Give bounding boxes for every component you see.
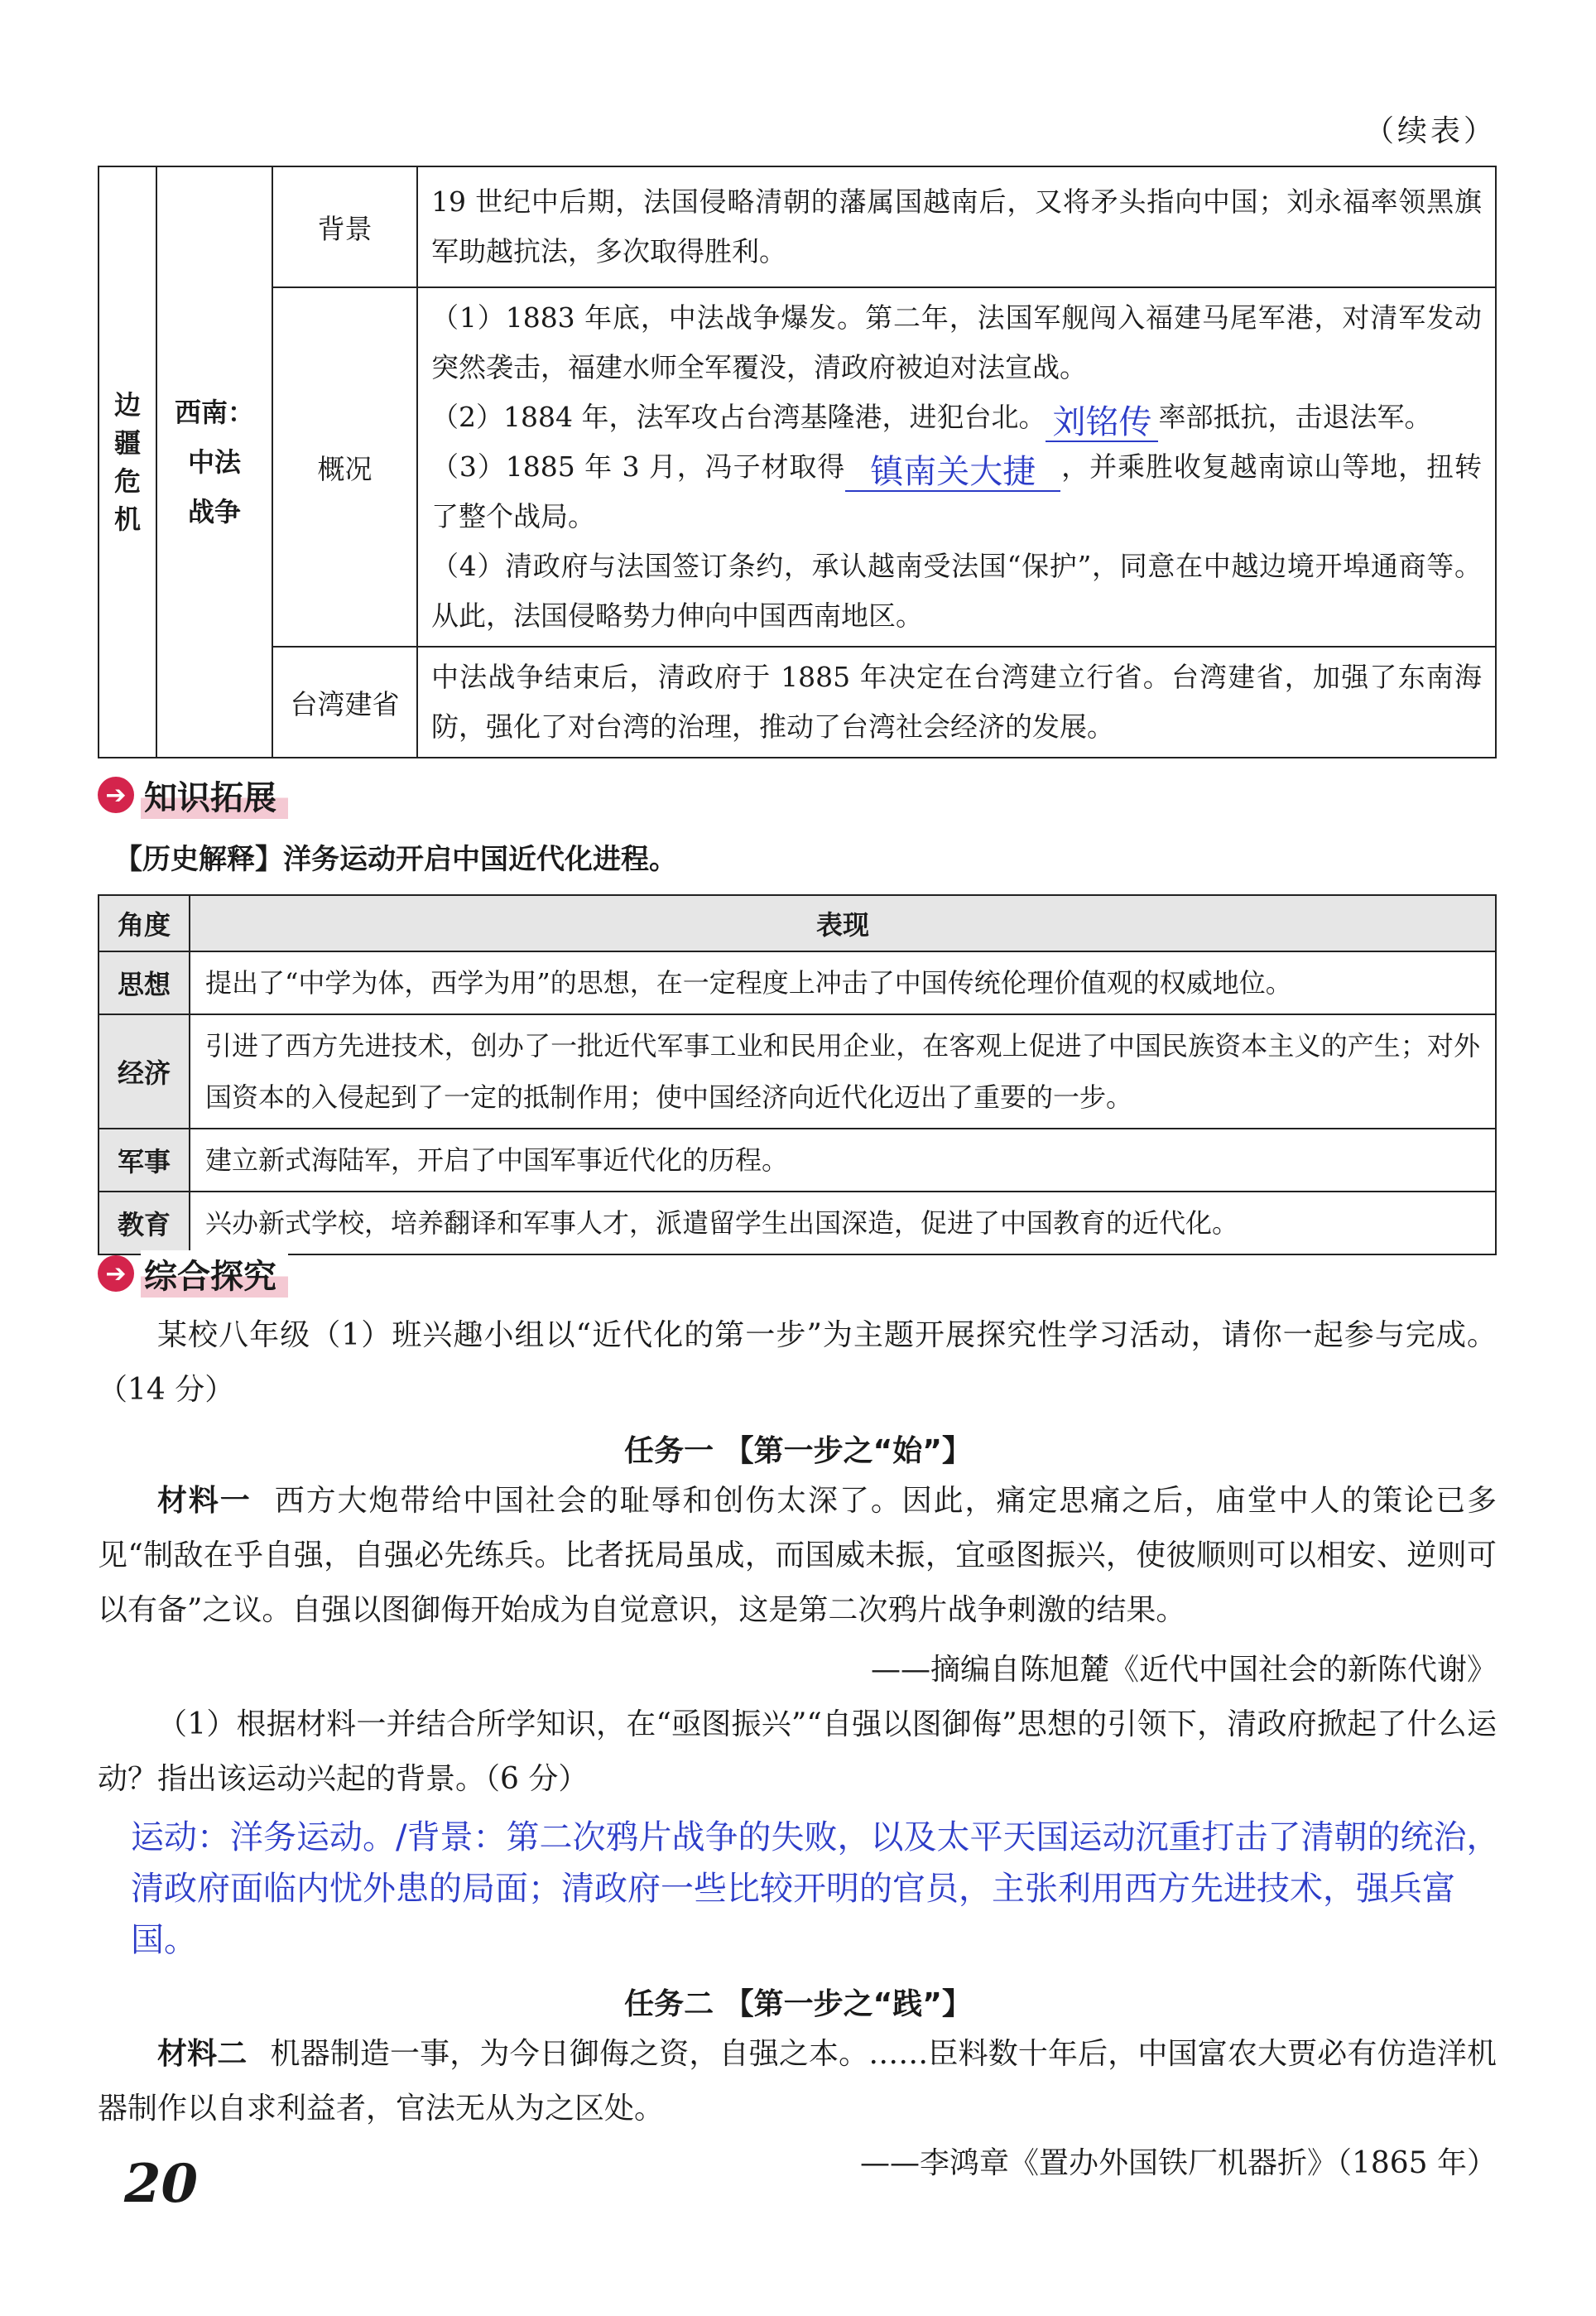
material-one	[98, 1474, 1497, 1638]
task-one-title: 任务一 【第一步之“始”】	[624, 1434, 972, 1468]
arrow-circle-icon: ➔	[98, 1255, 134, 1292]
row-key: 教育	[99, 1192, 190, 1254]
overview-point-4: （4）清政府与法国签订条约，承认越南受法国“保护”，同意在中越边境开埠通商等。从此，法国侵略势力伸向中国西南地区。	[431, 550, 1482, 632]
material-two-source: ——李鸿章《置办外国铁厂机器折》（1865 年）	[859, 2146, 1497, 2180]
background-label: 背景	[272, 166, 417, 287]
row-value: 兴办新式学校，培养翻译和军事人才，派遣留学生出国深造，促进了中国教育的近代化。	[190, 1192, 1496, 1254]
sino-french-war-cell	[156, 166, 272, 758]
row-key: 军事	[99, 1129, 190, 1192]
inquiry-intro: 某校八年级（1）班兴趣小组以“近代化的第一步”为主题开展探究性学习活动，请你一起参与完成。（14 分）	[98, 1318, 1497, 1407]
handwritten-answer-liu-mingchuan: 刘铭传	[1046, 404, 1158, 442]
frontier-crisis-table	[98, 166, 1497, 758]
section-title: 综合探究	[141, 1250, 288, 1298]
row-value: 建立新式海陆军，开启了中国军事近代化的历程。	[190, 1129, 1496, 1192]
material-one-label: 材料一	[157, 1484, 252, 1518]
arrow-circle-icon: ➔	[98, 777, 134, 813]
sino-french-label-1: 西南：	[174, 397, 254, 428]
historical-explanation: 【历史解释】洋务运动开启中国近代化进程。	[114, 843, 677, 876]
taiwan-province-label: 台湾建省	[272, 647, 417, 758]
material-one-source: ——摘编自陈旭麓《近代中国社会的新陈代谢》	[870, 1653, 1497, 1687]
section-title: 知识拓展	[141, 772, 288, 819]
header-angle: 角度	[99, 895, 190, 951]
overview-point-1: （1）1883 年底，中法战争爆发。第二年，法国军舰闯入福建马尾军港，对清军发动突然袭击，福建水师全军覆没，清政府被迫对法宣战。	[431, 301, 1482, 383]
material-two-label: 材料二	[157, 2037, 248, 2071]
overview-point-2: （2）1884 年，法军攻占台湾基隆港，进犯台北。 刘铭传 率部抵抗，击退法军。	[431, 401, 1432, 441]
question-one: （1）根据材料一并结合所学知识，在“亟图振兴”“自强以图御侮”思想的引领下，清政府掀起了什么运动？指出该运动兴起的背景。（6 分）	[98, 1707, 1497, 1796]
sino-french-label-2: 中法	[187, 446, 241, 478]
material-two-text: 机器制造一事，为今日御侮之资，自强之本。……臣料数十年后，中国富农大贾必有仿造洋机器制作以自求利益者，官法无从为之区处。	[98, 2037, 1497, 2126]
material-one-text: 西方大炮带给中国社会的耻辱和创伤太深了。因此，痛定思痛之后，庙堂中人的策论已多见“制敌在乎自强，自强必先练兵。比者抚局虽成，而国威未振，宜亟图振兴，使彼顺则可以相安、逆则可以有备”之议。自强以图御侮开始成为自觉意识，这是第二次鸦片战争刺激的结果。	[98, 1484, 1497, 1627]
westernization-table	[98, 894, 1497, 1255]
handwritten-answer-one: 运动：洋务运动。/背景：第二次鸦片战争的失败，以及太平天国运动沉重打击了清朝的统治，清政府面临内忧外患的局面；清政府一些比较开明的官员，主张利用西方先进技术，强兵富国。	[131, 1818, 1500, 1959]
page-number: 20	[124, 2153, 199, 2215]
overview-label: 概况	[272, 287, 417, 647]
row-key: 思想	[99, 951, 190, 1014]
frontier-crisis-cell	[99, 166, 156, 758]
row-value: 引进了西方先进技术，创办了一批近代军事工业和民用企业，在客观上促进了中国民族资本主义的产生；对外国资本的入侵起到了一定的抵制作用；使中国经济向近代化迈出了重要的一步。	[190, 1014, 1496, 1129]
row-value: 提出了“中学为体，西学为用”的思想，在一定程度上冲击了中国传统伦理价值观的权威地位。	[190, 951, 1496, 1014]
section-comprehensive-inquiry	[98, 1252, 288, 1295]
task-two-title: 任务二 【第一步之“践”】	[624, 1987, 972, 2021]
overview-point-3: （3）1885 年 3 月，冯子材取得 镇南关大捷 ，并乘胜收复越南谅山等地，扭转了整个战局。	[431, 450, 1482, 532]
header-manifestation: 表现	[190, 895, 1496, 951]
overview-text	[417, 287, 1496, 647]
handwritten-answer-zhennanguan: 镇南关大捷	[845, 454, 1060, 492]
frontier-crisis-label: 边疆危机	[113, 389, 141, 535]
row-key: 经济	[99, 1014, 190, 1129]
sino-french-label-3: 战争	[187, 496, 241, 527]
continued-label: （续表）	[1363, 114, 1497, 148]
taiwan-province-text: 中法战争结束后，清政府于 1885 年决定在台湾建立行省。台湾建省，加强了东南海防，强化了对台湾的治理，推动了台湾社会经济的发展。	[417, 647, 1496, 758]
background-text: 19 世纪中后期，法国侵略清朝的藩属国越南后，又将矛头指向中国；刘永福率领黑旗军助越抗法，多次取得胜利。	[417, 166, 1496, 287]
section-knowledge-extension	[98, 773, 288, 816]
material-two	[98, 2027, 1497, 2136]
